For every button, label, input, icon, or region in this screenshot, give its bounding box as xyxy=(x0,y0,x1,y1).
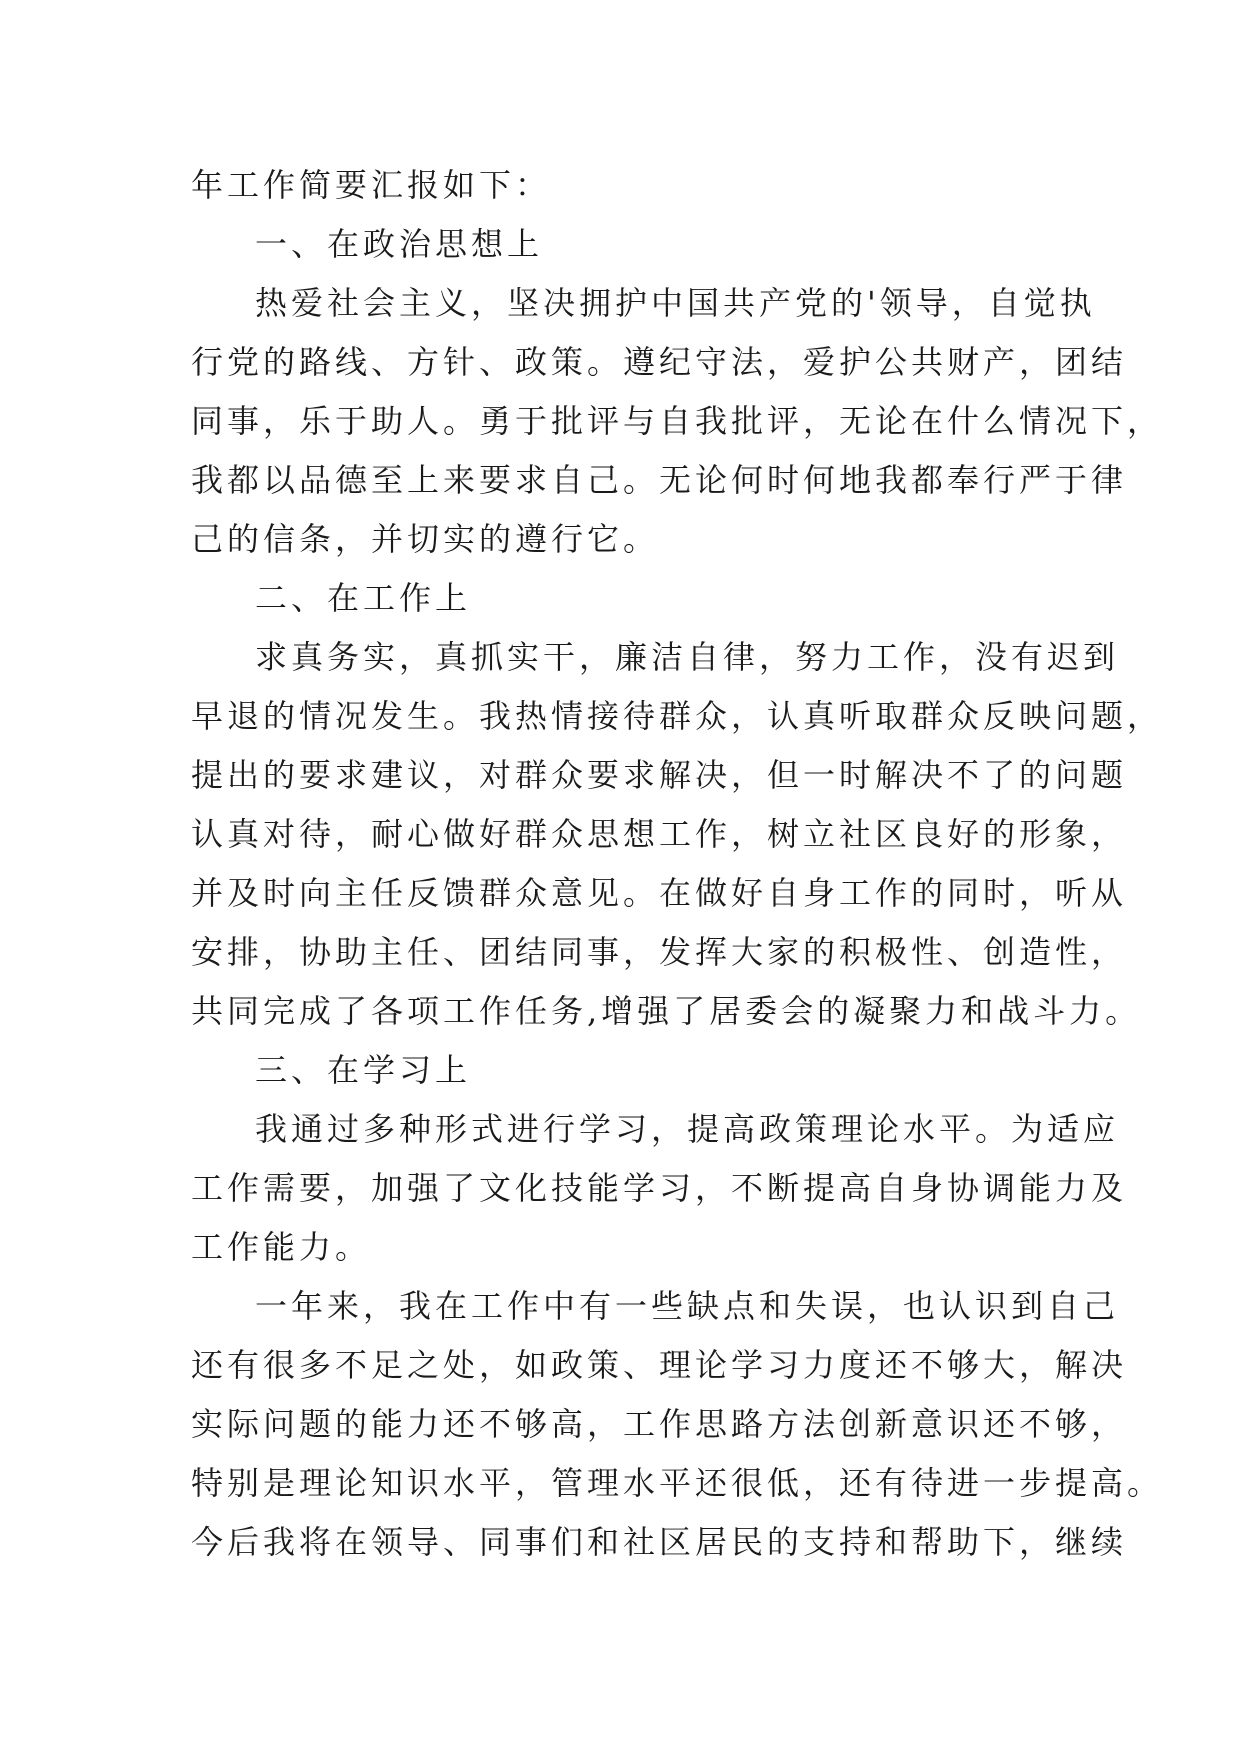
text-line: 并及时向主任反馈群众意见。在做好自身工作的同时，听从 xyxy=(191,874,1128,912)
text-line: 特别是理论知识水平，管理水平还很低，还有待进一步提高。 xyxy=(191,1464,1164,1502)
text-line: 我通过多种形式进行学习，提高政策理论水平。为适应 xyxy=(255,1110,1120,1148)
text-line: 热爱社会主义，坚决拥护中国共产党的'领导，自觉执 xyxy=(255,284,1096,322)
text-line: 工作需要，加强了文化技能学习，不断提高自身协调能力及 xyxy=(191,1169,1128,1207)
text-line: 工作能力。 xyxy=(191,1228,372,1266)
text-line: 共同完成了各项工作任务,增强了居委会的凝聚力和战斗力。 xyxy=(191,992,1142,1030)
text-line: 年工作简要汇报如下： xyxy=(191,166,552,204)
text-line: 一、在政治思想上 xyxy=(255,225,544,263)
text-line: 安排，协助主任、团结同事，发挥大家的积极性、创造性， xyxy=(191,933,1128,971)
text-line: 我都以品德至上来要求自己。无论何时何地我都奉行严于律 xyxy=(191,461,1128,499)
text-line: 行党的路线、方针、政策。遵纪守法，爱护公共财产，团结 xyxy=(191,343,1128,381)
text-line: 提出的要求建议，对群众要求解决，但一时解决不了的问题 xyxy=(191,756,1128,794)
text-line: 认真对待，耐心做好群众思想工作，树立社区良好的形象， xyxy=(191,815,1128,853)
document-body xyxy=(191,156,1164,1572)
text-line: 早退的情况发生。我热情接待群众，认真听取群众反映问题， xyxy=(191,697,1164,735)
text-line: 还有很多不足之处，如政策、理论学习力度还不够大，解决 xyxy=(191,1346,1128,1384)
text-line: 二、在工作上 xyxy=(255,579,472,617)
text-line: 己的信条，并切实的遵行它。 xyxy=(191,520,660,558)
text-line: 三、在学习上 xyxy=(255,1051,472,1089)
text-line: 求真务实，真抓实干，廉洁自律，努力工作，没有迟到 xyxy=(255,638,1120,676)
text-line: 实际问题的能力还不够高，工作思路方法创新意识还不够， xyxy=(191,1405,1128,1443)
text-line: 一年来，我在工作中有一些缺点和失误，也认识到自己 xyxy=(255,1287,1120,1325)
text-line: 今后我将在领导、同事们和社区居民的支持和帮助下，继续 xyxy=(191,1523,1128,1561)
text-line: 同事，乐于助人。勇于批评与自我批评，无论在什么情况下， xyxy=(191,402,1164,440)
